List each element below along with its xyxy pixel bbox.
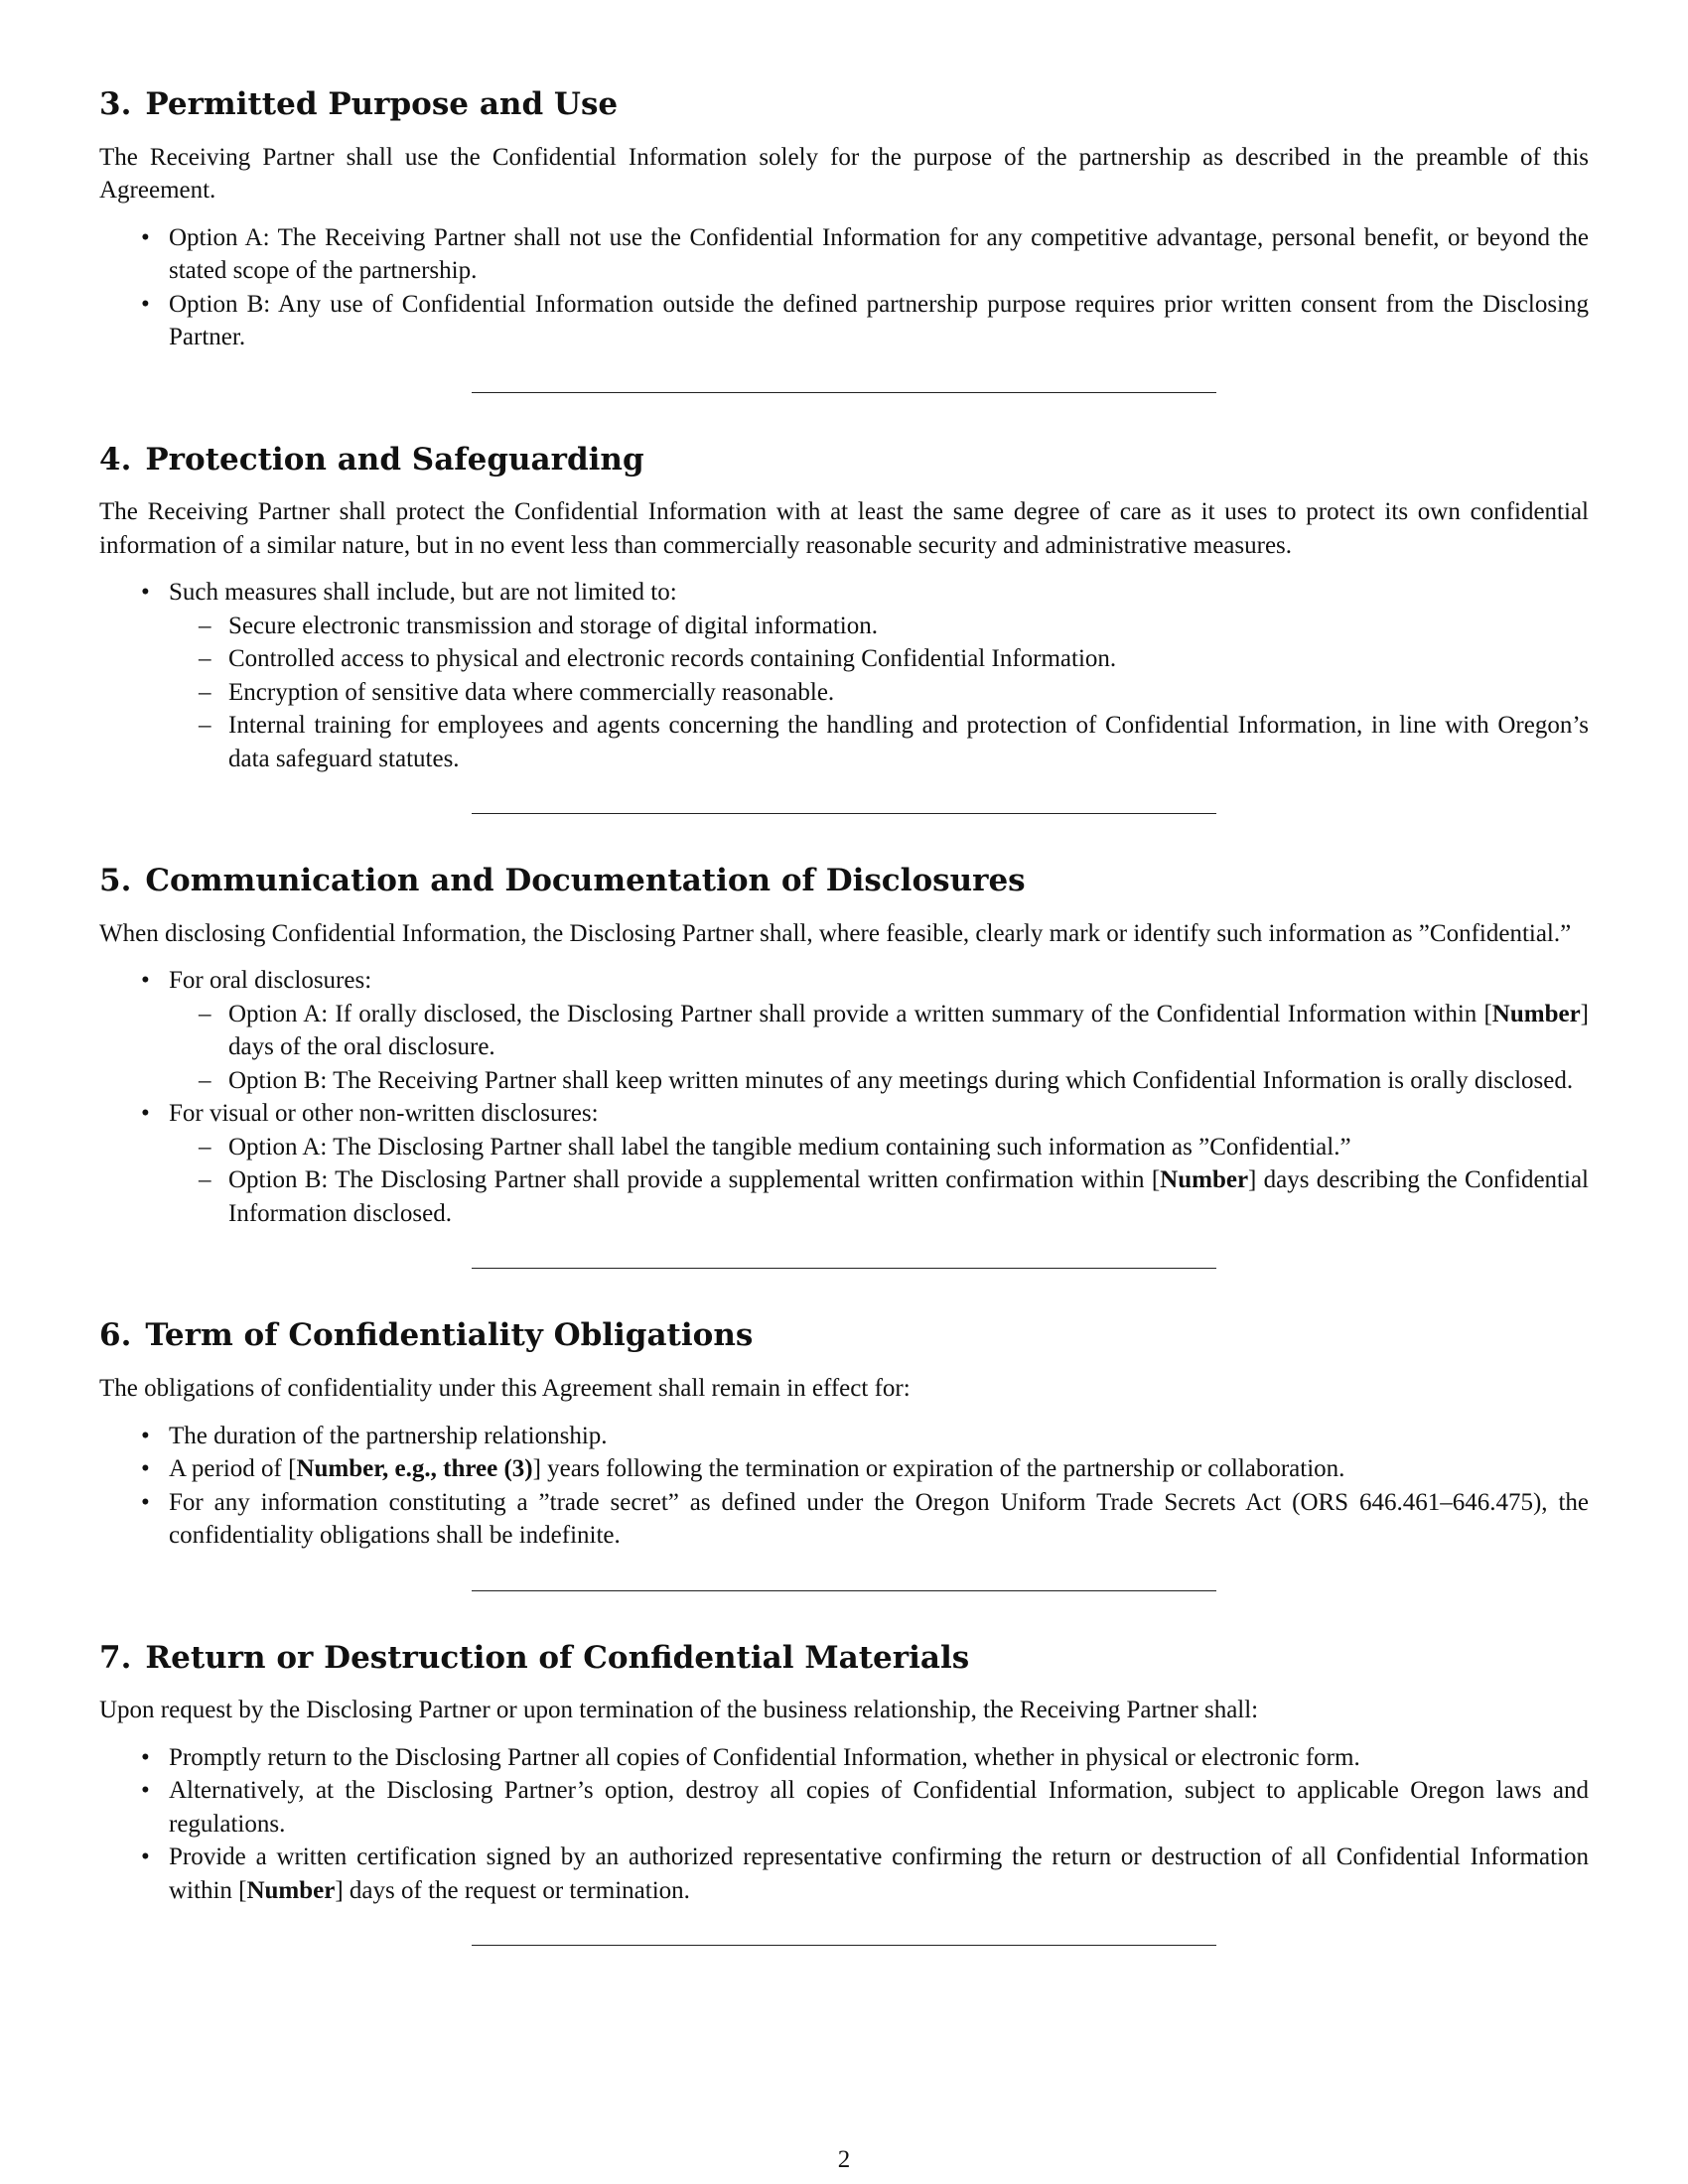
bullet-list <box>99 1741 1589 1908</box>
section-divider <box>472 1945 1216 1946</box>
list-item: • Option B: Any use of Confidential Information outside the defined partnership purpose requires prior written consent from the Disclosing Partner. <box>169 288 1589 354</box>
section-intro: When disclosing Confidential Information, the Disclosing Partner shall, where feasible, clearly mark or identify such information as ”Confidential.” <box>99 919 1572 947</box>
sub-list-item: – Encryption of sensitive data where commercially reasonable. <box>228 676 1589 710</box>
sub-list <box>169 610 1589 776</box>
section-intro: The Receiving Partner shall protect the Confidential Information with at least the same degree of care as it uses to protect its own confidential information of a similar nature, but in no event less than commercially reasonable security and administrative measures. <box>99 498 1589 559</box>
section-heading: 5. Communication and Documentation of Disclosures <box>99 863 1026 899</box>
sub-list-item: – Option A: If orally disclosed, the Disclosing Partner shall provide a written summary of the Confidential Information within [Number] days of the oral disclosure. <box>228 998 1589 1064</box>
sub-list <box>169 1131 1589 1231</box>
section-intro: The Receiving Partner shall use the Confidential Information solely for the purpose of the partnership as described in the preamble of this Agreement. <box>99 143 1589 205</box>
page-number: 2 <box>837 2146 851 2173</box>
section-6 <box>99 1318 1589 1590</box>
sub-list-item: – Internal training for employees and agents concerning the handling and protection of Confidential Information, in line with Oregon’s data safeguard statutes. <box>228 709 1589 775</box>
section-heading: 7. Return or Destruction of Confidential Materials <box>99 1639 970 1676</box>
bullet-list <box>99 1420 1589 1553</box>
list-item: • Such measures shall include, but are not limited to: – Secure electronic transmission and storage of digital information. – Controlled access to physical and electronic records containing Confidential Information. – Encryption of sensitive data where commercially reasonable. – Internal training for employees and agents concerning the handling and protection of Confidential Information, in line with Oregon’s data safeguard statutes. <box>169 576 1589 775</box>
list-item: • For oral disclosures: – Option A: If orally disclosed, the Disclosing Partner shall provide a written summary of the Confidential Information within [Number] days of the oral disclosure. – Option B: The Receiving Partner shall keep written minutes of any meetings during which Confidential Information is orally disclosed. <box>169 964 1589 1097</box>
list-item: • For any information constituting a ”trade secret” as defined under the Oregon Uniform Trade Secrets Act (ORS 646.461–646.475), the confidentiality obligations shall be indefinite. <box>169 1486 1589 1553</box>
list-item: • Option A: The Receiving Partner shall not use the Confidential Information for any competitive advantage, personal benefit, or beyond the stated scope of the partnership. <box>169 221 1589 288</box>
list-item: • Provide a written certification signed by an authorized representative confirming the return or destruction of all Confidential Information within [Number] days of the request or termination. <box>169 1841 1589 1907</box>
bullet-list <box>99 964 1589 1230</box>
section-3 <box>99 87 1589 393</box>
list-item: • For visual or other non-written disclosures: – Option A: The Disclosing Partner shall label the tangible medium containing such information as ”Confidential.” – Option B: The Disclosing Partner shall provide a supplemental written confirmation within [Number] days describing the Confidential Information disclosed. <box>169 1097 1589 1230</box>
bullet-list <box>99 576 1589 775</box>
sub-list <box>169 998 1589 1098</box>
bullet-list <box>99 221 1589 354</box>
section-4 <box>99 443 1589 815</box>
section-heading: 6. Term of Confidentiality Obligations <box>99 1317 754 1354</box>
section-heading: 4. Protection and Safeguarding <box>99 441 644 478</box>
section-7 <box>99 1641 1589 1947</box>
section-heading: 3. Permitted Purpose and Use <box>99 86 619 122</box>
document-page <box>99 87 1589 1946</box>
section-intro: Upon request by the Disclosing Partner or upon termination of the business relationship, the Receiving Partner shall: <box>99 1697 1259 1724</box>
sub-list-item: – Option B: The Receiving Partner shall keep written minutes of any meetings during which Confidential Information is orally disclosed. <box>228 1064 1589 1098</box>
sub-list-item: – Option A: The Disclosing Partner shall label the tangible medium containing such information as ”Confidential.” <box>228 1131 1589 1164</box>
section-intro: The obligations of confidentiality under this Agreement shall remain in effect for: <box>99 1375 911 1403</box>
sub-list-item: – Controlled access to physical and electronic records containing Confidential Information. <box>228 642 1589 676</box>
section-5 <box>99 864 1589 1269</box>
list-item: • The duration of the partnership relationship. <box>169 1420 1589 1453</box>
sub-list-item: – Option B: The Disclosing Partner shall provide a supplemental written confirmation within [Number] days describing the Confidential Information disclosed. <box>228 1163 1589 1230</box>
list-item: • A period of [Number, e.g., three (3)] years following the termination or expiration of the partnership or collaboration. <box>169 1452 1589 1486</box>
list-item: • Alternatively, at the Disclosing Partner’s option, destroy all copies of Confidential Information, subject to applicable Oregon laws and regulations. <box>169 1774 1589 1841</box>
list-item: • Promptly return to the Disclosing Partner all copies of Confidential Information, whether in physical or electronic form. <box>169 1741 1589 1775</box>
sub-list-item: – Secure electronic transmission and storage of digital information. <box>228 610 1589 643</box>
